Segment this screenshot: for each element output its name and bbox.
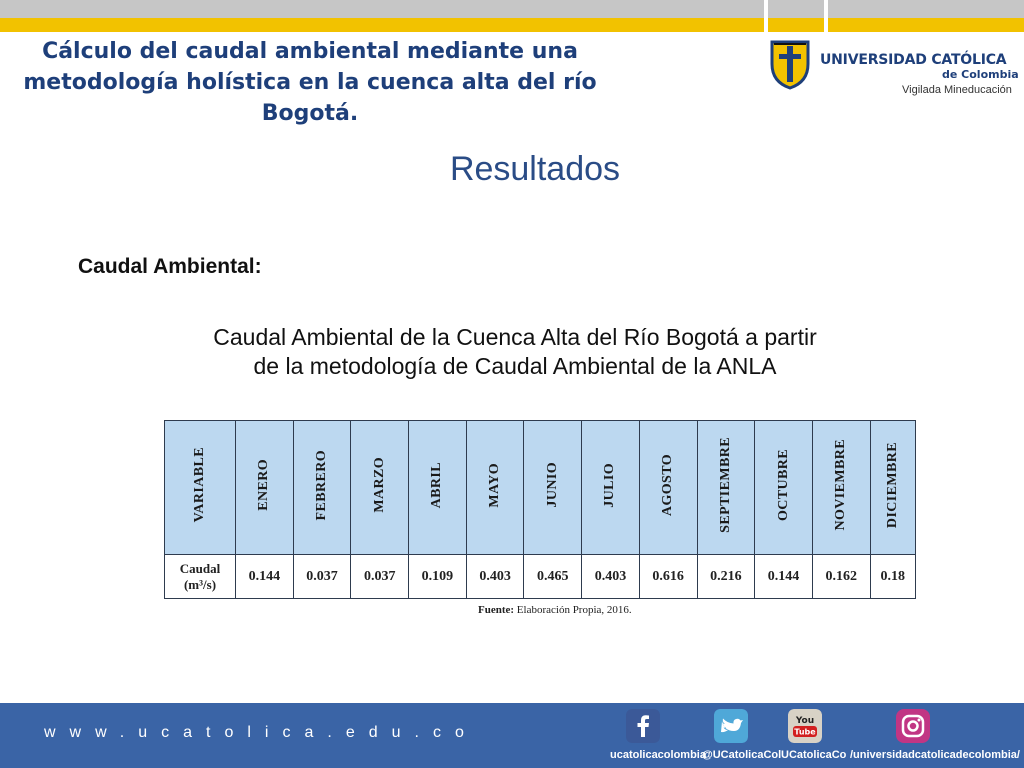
instagram-handle[interactable]: /universidadcatolicadecolombia/ — [850, 749, 1020, 761]
value-cell: 0.144 — [755, 555, 813, 599]
logo-tagline: Vigilada Mineducación — [902, 84, 1012, 96]
header-cell: SEPTIEMBRE — [697, 421, 755, 555]
logo-name: UNIVERSIDAD CATÓLICA — [820, 52, 1007, 68]
facebook-handle[interactable]: ucatolicacolombia — [610, 749, 706, 761]
header-cell: NOVIEMBRE — [812, 421, 870, 555]
value-cell: 0.144 — [236, 555, 294, 599]
value-cell: 0.403 — [466, 555, 524, 599]
website-link[interactable]: www.ucatolica.edu.co — [44, 724, 478, 741]
row-label-cell — [165, 555, 236, 599]
instagram-icon[interactable] — [896, 709, 930, 743]
twitter-icon[interactable] — [714, 709, 748, 743]
value-cell: 0.403 — [582, 555, 640, 599]
header-cell: ENERO — [236, 421, 294, 555]
header-cell: OCTUBRE — [755, 421, 813, 555]
value-cell: 0.162 — [812, 555, 870, 599]
facebook-icon[interactable] — [626, 709, 660, 743]
header-cell: MARZO — [351, 421, 409, 555]
table-header-row — [165, 421, 916, 555]
source-text: Elaboración Propia, 2016. — [516, 604, 632, 616]
twitter-handle[interactable]: @UCatolicaCol — [702, 749, 782, 761]
shield-cross-icon — [768, 38, 812, 90]
youtube-icon[interactable] — [788, 709, 822, 743]
footer-bar — [0, 703, 1024, 768]
table-row — [165, 555, 916, 599]
header-cell: DICIEMBRE — [870, 421, 915, 555]
top-decorative-bars — [0, 0, 1024, 34]
caudal-table — [164, 420, 916, 599]
stripe-divider — [764, 0, 768, 34]
table-caption: Caudal Ambiental de la Cuenca Alta del Río Bogotá a partir de la metodología de Caudal Ambiental de la ANLA — [213, 324, 817, 379]
header-cell: FEBRERO — [293, 421, 351, 555]
yellow-stripe — [0, 18, 1024, 32]
row-label: Caudal — [179, 560, 221, 576]
header-cell: MAYO — [466, 421, 524, 555]
header-cell: AGOSTO — [639, 421, 697, 555]
university-logo — [768, 38, 1018, 100]
value-cell: 0.037 — [351, 555, 409, 599]
youtube-handle[interactable]: UCatolicaCo — [781, 749, 847, 761]
value-cell: 0.037 — [293, 555, 351, 599]
value-cell: 0.216 — [697, 555, 755, 599]
value-cell: 0.18 — [870, 555, 915, 599]
stripe-divider — [824, 0, 828, 34]
slide-title: Cálculo del caudal ambiental mediante una metodología holística en la cuenca alta del río Bogotá. — [23, 39, 597, 126]
table-source — [478, 604, 632, 616]
header-cell: JUNIO — [524, 421, 582, 555]
svg-text:You: You — [795, 716, 815, 726]
source-label: Fuente: — [478, 604, 515, 616]
header-cell: VARIABLE — [165, 421, 236, 555]
value-cell: 0.465 — [524, 555, 582, 599]
logo-subtitle: de Colombia — [942, 68, 1019, 81]
row-unit: (m³/s) — [183, 576, 217, 592]
value-cell: 0.109 — [409, 555, 467, 599]
header-cell: JULIO — [582, 421, 640, 555]
svg-text:Tube: Tube — [794, 727, 816, 737]
header-cell: ABRIL — [409, 421, 467, 555]
subheading: Caudal Ambiental: — [78, 255, 262, 278]
gray-stripe — [0, 0, 1024, 18]
value-cell: 0.616 — [639, 555, 697, 599]
section-title: Resultados — [449, 150, 621, 188]
